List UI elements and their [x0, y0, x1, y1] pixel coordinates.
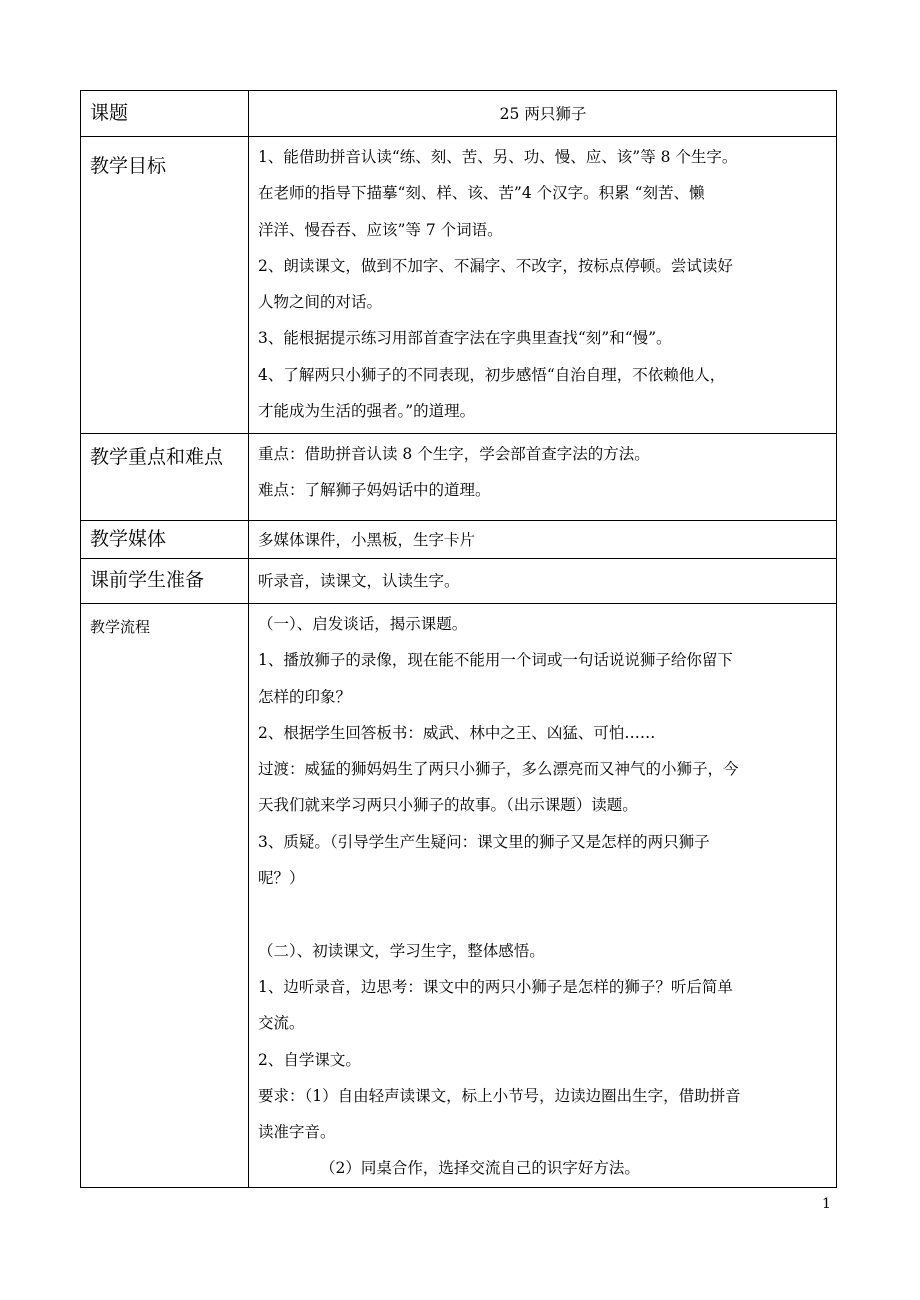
- value-goals: [249, 137, 837, 434]
- row-prep: [81, 559, 837, 604]
- process-line: 读准字音。: [258, 1123, 336, 1142]
- goal-line: 4、了解两只小狮子的不同表现，初步感悟“自治自理，不依赖他人，: [258, 365, 726, 384]
- goal-line: 人物之间的对话。: [258, 293, 383, 312]
- process-line: 2、根据学生回答板书：威武、林中之王、凶猛、可怕……: [258, 723, 656, 742]
- process-line: 1、播放狮子的录像，现在能不能用一个词或一句话说说狮子给你留下: [258, 651, 733, 670]
- row-focus: [81, 434, 837, 521]
- goal-line: 洋洋、慢吞吞、应该”等 7 个词语。: [258, 220, 503, 239]
- goal-line: 在老师的指导下描摹“刻、样、该、苦”4 个汉字。积累 “刻苦、懒: [258, 184, 705, 203]
- value-title: 25 两只狮子: [249, 91, 837, 137]
- process-line: 怎样的印象？: [258, 687, 352, 706]
- process-line: 呢？）: [258, 869, 305, 888]
- goal-line: 3、能根据提示练习用部首查字法在字典里查找“刻”和“慢”。: [258, 329, 672, 348]
- label-process: 教学流程: [81, 604, 249, 1188]
- row-goals: [81, 137, 837, 434]
- value-prep: 听录音，读课文，认读生字。: [249, 559, 837, 604]
- goal-line: 才能成为生活的强者。”的道理。: [258, 402, 476, 421]
- value-focus: [249, 434, 837, 521]
- label-focus: 教学重点和难点: [81, 434, 249, 521]
- goal-line: 1、能借助拼音认读“练、刻、苦、另、功、慢、应、该”等 8 个生字。: [258, 148, 738, 166]
- label-prep: 课前学生准备: [81, 559, 249, 604]
- row-process: [81, 604, 837, 1188]
- process-line: （二）、初读课文，学习生字，整体感悟。: [258, 941, 545, 960]
- label-goals: 教学目标: [81, 137, 249, 434]
- label-title: 课题: [81, 91, 249, 137]
- row-media: [81, 521, 837, 559]
- process-line: （一）、启发谈话，揭示课题。: [258, 615, 468, 633]
- value-media: 多媒体课件，小黑板，生字卡片: [249, 521, 837, 559]
- process-line: 3、质疑。（引导学生产生疑问：课文里的狮子又是怎样的两只狮子: [258, 832, 710, 851]
- process-line: 1、边听录音，边思考：课文中的两只小狮子是怎样的狮子？听后简单: [258, 977, 733, 996]
- process-line: 天我们就来学习两只小狮子的故事。（出示课题）读题。: [258, 796, 638, 815]
- focus-line: 重点：借助拼音认读 8 个生字，学会部首查字法的方法。: [258, 445, 650, 463]
- process-line: 过渡：威猛的狮妈妈生了两只小狮子，多么漂亮而又神气的小狮子，今: [258, 760, 739, 779]
- process-line: 要求：（1）自由轻声读课文，标上小节号，边读边圈出生字，借助拼音: [258, 1086, 741, 1105]
- row-title: [81, 91, 837, 137]
- goal-line: 2、朗读课文，做到不加字、不漏字、不改字，按标点停顿。尝试读好: [258, 256, 733, 275]
- focus-line: 难点：了解狮子妈妈话中的道理。: [258, 481, 491, 500]
- process-line: （2）同桌合作，选择交流自己的识字好方法。: [320, 1159, 640, 1178]
- label-media: 教学媒体: [81, 521, 249, 559]
- process-line: 交流。: [258, 1014, 305, 1033]
- process-blank-line: [258, 896, 828, 932]
- lesson-plan-table: [80, 90, 837, 1188]
- value-process: [249, 604, 837, 1188]
- page-number: 1: [822, 1196, 831, 1212]
- process-line: 2、自学课文。: [258, 1050, 361, 1069]
